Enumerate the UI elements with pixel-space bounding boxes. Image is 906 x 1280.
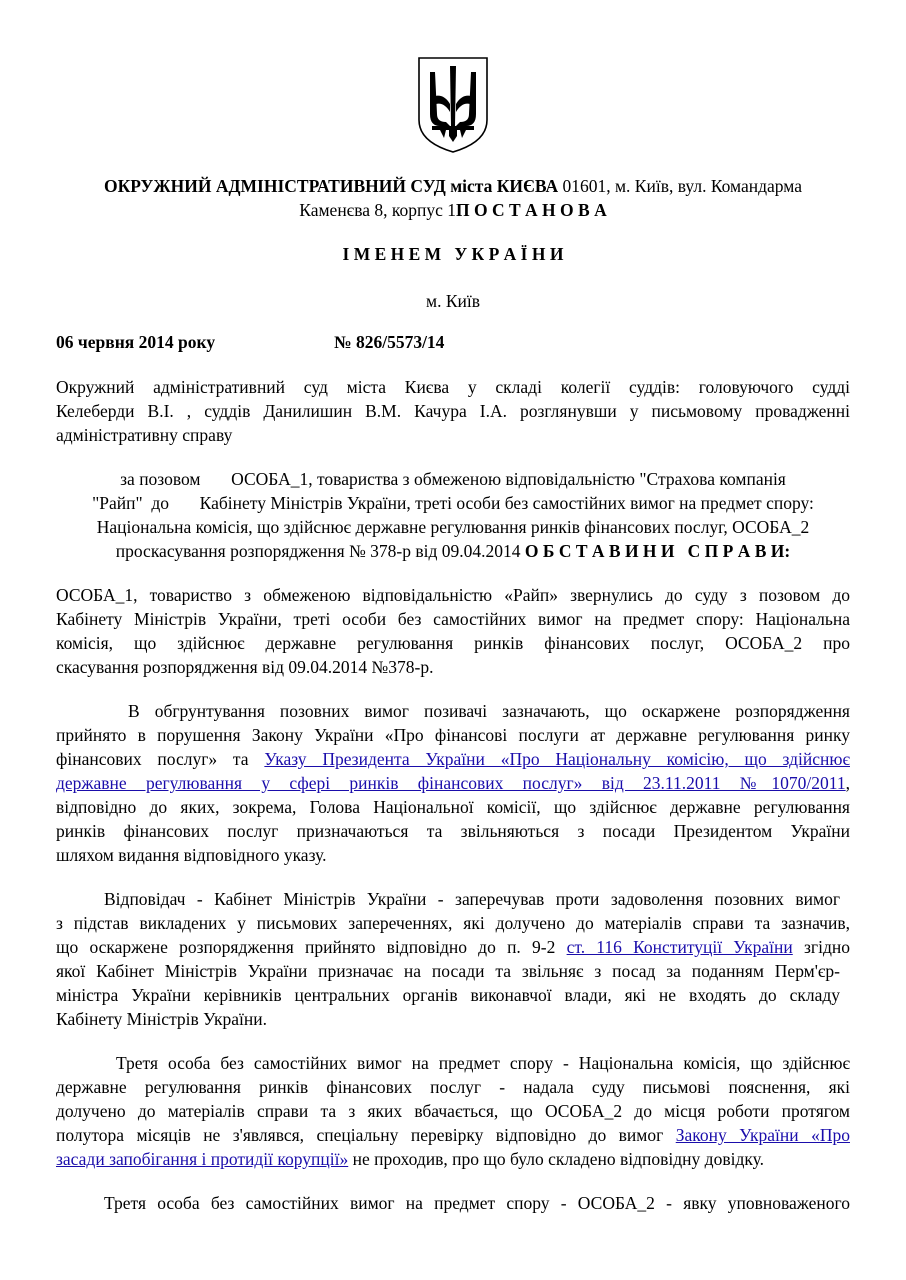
court-address-1: 01601, м. Київ, вул. Командарма bbox=[558, 176, 803, 196]
defendant-line-2: з підстав викладених у письмових запереченнях, які долучено до матеріалів справи та зазначив, bbox=[56, 913, 850, 933]
defendant-line-4: якої Кабінет Міністрів України призначає на посади та звільняє з посад за поданням Перм'єр- bbox=[56, 961, 840, 981]
coat-of-arms-of-ukraine-icon bbox=[416, 56, 490, 154]
intro-line-3: адміністративну справу bbox=[56, 425, 233, 445]
in-the-name-heading: І М Е Н Е М У К Р А Ї Н И bbox=[342, 244, 564, 264]
court-header-line-1 bbox=[56, 175, 850, 197]
claim-subject: проскасування розпорядження № 378-р від 09.04.2014 bbox=[115, 541, 525, 561]
circumstances-line-1: ОСОБА_1, товариство з обмеженою відповідальністю «Райп» звернулись до суду з позовом до bbox=[56, 585, 850, 605]
defendant-line-3-end: згідно bbox=[792, 937, 850, 957]
constitution-article-link[interactable]: ст. 116 Конституції України bbox=[566, 937, 793, 957]
grounds-line-7: шляхом видання відповідного указу. bbox=[56, 845, 327, 865]
anti-corruption-law-link-cont[interactable]: засади запобігання і протидії корупції» bbox=[56, 1149, 349, 1169]
decision-date: 06 червня 2014 року bbox=[56, 332, 216, 352]
defendant-line-3 bbox=[56, 936, 850, 958]
third-party-1-line-4-text: полутора місяців не з'являвся, спеціальну перевірку відповідно до вимог bbox=[56, 1125, 676, 1145]
circumstances-line-2: Кабінету Міністрів України, треті особи без самостійних вимог на предмет спору: Національна bbox=[56, 609, 850, 629]
intro-line-1: Окружний адміністративний суд міста Києва у складі колегії суддів: головуючого судді bbox=[56, 377, 850, 397]
grounds-line-3-text: фінансових послуг» та bbox=[56, 749, 265, 769]
grounds-line-4 bbox=[56, 772, 850, 794]
intro-line-2: Келеберди В.І. , суддів Данилишин В.М. Качура І.А. розглянувши у письмовому провадженні bbox=[56, 401, 850, 421]
grounds-line-4-comma: , bbox=[845, 773, 850, 793]
case-number: № 826/5573/14 bbox=[334, 332, 445, 352]
court-name: ОКРУЖНИЙ АДМІНІСТРАТИВНИЙ СУД міста КИЄВА bbox=[103, 176, 559, 196]
third-party-1-line-5 bbox=[56, 1148, 764, 1170]
defendant-line-1: Відповідач - Кабінет Міністрів України - заперечував проти задоволення позовних вимог bbox=[104, 889, 840, 909]
claim-line-4 bbox=[56, 540, 850, 562]
document-type: П О С Т А Н О В А bbox=[456, 200, 607, 220]
presidential-decree-link[interactable]: Указу Президента України «Про Національну комісію, що здійснює bbox=[264, 749, 850, 769]
grounds-line-6: ринків фінансових послуг призначаються та звільняються з посади Президентом України bbox=[56, 821, 850, 841]
third-party-2-line-1: Третя особа без самостійних вимог на предмет спору - ОСОБА_2 - явку уповноваженого bbox=[104, 1193, 850, 1213]
third-party-1-line-2: державне регулювання ринків фінансових послуг - надала суду письмові пояснення, які bbox=[56, 1077, 850, 1097]
defendant-line-5: міністра України керівників центральних органів виконавчої влади, які не входять до складу bbox=[56, 985, 840, 1005]
claim-line-2: "Райп" до Кабінету Міністрів України, треті особи без самостійних вимог на предмет спору: bbox=[92, 493, 814, 513]
court-address-2: Каменєва 8, корпус 1 bbox=[299, 200, 456, 220]
presidential-decree-link-cont[interactable]: державне регулювання у сфері ринків фінансових послуг» від 23.11.2011 №1070/2011 bbox=[56, 773, 846, 793]
court-header-line-2 bbox=[56, 199, 850, 221]
circumstances-line-3: комісія, що здійснює державне регулювання ринків фінансових послуг, ОСОБА_2 про bbox=[56, 633, 850, 653]
grounds-line-2: прийнято в порушення Закону України «Про фінансові послуги ат державне регулювання ринку bbox=[56, 725, 850, 745]
city: м. Київ bbox=[426, 291, 480, 311]
defendant-line-6: Кабінету Міністрів України. bbox=[56, 1009, 268, 1029]
circumstances-line-4: скасування розпорядження від 09.04.2014 №378-р. bbox=[56, 657, 434, 677]
document-page bbox=[56, 0, 850, 1280]
claim-line-1: за позовом ОСОБА_1, товариства з обмеженою відповідальністю "Страхова компанія bbox=[120, 469, 786, 489]
anti-corruption-law-link[interactable]: Закону України «Про bbox=[675, 1125, 850, 1145]
grounds-line-3 bbox=[56, 748, 850, 770]
third-party-1-line-1: Третя особа без самостійних вимог на предмет спору - Національна комісія, що здійснює bbox=[116, 1053, 850, 1073]
third-party-1-line-4 bbox=[56, 1124, 850, 1146]
third-party-1-line-3: долучено до матеріалів справи та з яких вбачається, що ОСОБА_2 до місця роботи протягом bbox=[56, 1101, 850, 1121]
circumstances-heading: О Б С Т А В И Н И С П Р А В И: bbox=[524, 541, 791, 561]
defendant-line-3-text: що оскаржене розпорядження прийнято відповідно до п. 9-2 bbox=[56, 937, 567, 957]
grounds-line-1: В обгрунтування позовних вимог позивачі зазначають, що оскаржене розпорядження bbox=[128, 701, 850, 721]
grounds-line-5: відповідно до яких, зокрема, Голова Національної комісії, що здійснює державне регулювання bbox=[56, 797, 850, 817]
claim-line-3: Національна комісія, що здійснює державне регулювання ринків фінансових послуг, ОСОБА_2 bbox=[96, 517, 810, 537]
third-party-1-line-5-text: не проходив, про що було складено відповідну довідку. bbox=[348, 1149, 764, 1169]
